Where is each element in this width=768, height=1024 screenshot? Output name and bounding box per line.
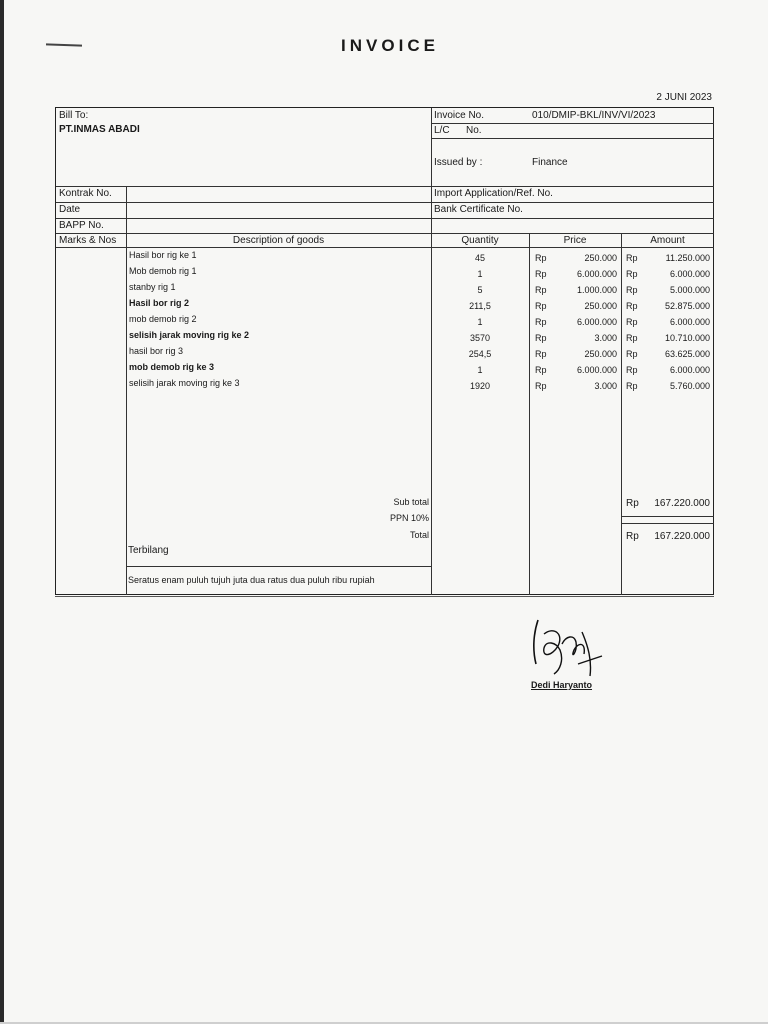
item-description: stanby rig 1 [129,282,176,292]
item-price-currency: Rp [535,381,547,391]
item-price-currency: Rp [535,285,547,295]
ppn-label: PPN 10% [389,513,429,523]
description-header: Description of goods [232,235,325,246]
item-amount-currency: Rp [626,317,638,327]
import-app-label: Import Application/Ref. No. [434,188,553,199]
lc-no-label: No. [466,125,482,136]
item-price: 3.000 [594,333,617,343]
terbilang-text: Seratus enam puluh tujuh juta dua ratus dua puluh ribu rupiah [128,575,375,585]
invoice-title: INVOICE [341,36,439,55]
grid-line [56,186,714,187]
item-amount-currency: Rp [626,365,638,375]
grid-line [56,202,714,203]
item-description: hasil bor rig 3 [129,346,184,356]
item-description: mob demob rig ke 3 [129,362,215,372]
issued-by-label: Issued by : [434,157,483,168]
item-description: selisih jarak moving rig ke 2 [129,330,250,340]
item-amount-currency: Rp [626,301,638,311]
item-price: 1.000.000 [576,285,617,295]
grid-line [621,516,714,517]
subtotal-value: 167.220.000 [654,498,710,509]
item-description: mob demob rig 2 [129,314,197,324]
invoice-no-label: Invoice No. [434,110,485,121]
item-description: Hasil bor rig ke 1 [129,250,197,260]
grid-line [56,218,714,219]
item-price: 250.000 [584,349,617,359]
item-price-currency: Rp [535,365,547,375]
item-description: selisih jarak moving rig ke 3 [129,378,240,388]
item-quantity: 1 [477,365,483,375]
invoice-no-value: 010/DMIP-BKL/INV/VI/2023 [532,110,656,121]
amount-header: Amount [650,235,685,246]
item-price-currency: Rp [535,333,547,343]
scan-page-edge [0,0,4,1024]
item-quantity: 1 [477,317,483,327]
item-amount: 6.000.000 [669,269,710,279]
lc-label: L/C [434,125,450,136]
item-quantity: 3570 [469,333,491,343]
item-amount: 6.000.000 [669,317,710,327]
item-quantity: 5 [477,285,483,295]
quantity-header: Quantity [461,235,499,246]
grid-line [56,247,714,248]
item-amount-currency: Rp [626,285,638,295]
marks-header: Marks & Nos [59,235,117,246]
signature-image [520,612,610,682]
item-amount: 11.250.000 [665,253,710,263]
item-price-currency: Rp [535,317,547,327]
item-amount-currency: Rp [626,269,638,279]
item-price: 250.000 [584,301,617,311]
item-amount: 52.875.000 [664,301,710,311]
total-currency: Rp [626,531,639,542]
item-price: 3.000 [594,381,617,391]
item-amount: 10.710.000 [664,333,710,343]
kontrak-label: Kontrak No. [59,188,112,199]
grid-line [529,233,530,595]
total-value: 167.220.000 [654,531,710,542]
item-price: 6.000.000 [576,317,617,327]
bill-to-name: PT.INMAS ABADI [59,124,140,135]
date-label: Date [59,204,81,215]
grid-line [56,233,714,234]
grid-line [431,138,714,139]
bank-cert-label: Bank Certificate No. [434,204,523,215]
signer-name: Dedi Haryanto [531,680,593,690]
item-description: Hasil bor rig 2 [129,298,190,308]
item-quantity: 1 [477,269,483,279]
item-amount-currency: Rp [626,349,638,359]
item-price-currency: Rp [535,301,547,311]
item-price: 6.000.000 [576,269,617,279]
issued-by-value: Finance [532,157,568,168]
item-price: 250.000 [584,253,617,263]
item-price: 6.000.000 [576,365,617,375]
item-description: Mob demob rig 1 [129,266,197,276]
terbilang-label: Terbilang [128,545,169,556]
bapp-label: BAPP No. [59,220,104,231]
item-amount-currency: Rp [626,333,638,343]
invoice-date: 2 JUNI 2023 [656,92,712,103]
item-amount-currency: Rp [626,381,638,391]
bill-to-label: Bill To: [59,110,89,121]
grid-line [126,186,127,595]
item-price-currency: Rp [535,349,547,359]
item-quantity: 1920 [469,381,491,391]
item-price-currency: Rp [535,253,547,263]
grid-line [126,566,431,567]
total-label: Total [409,530,429,540]
price-header: Price [563,235,587,246]
item-amount: 6.000.000 [669,365,710,375]
item-amount: 5.760.000 [669,381,710,391]
grid-line [621,233,622,595]
item-quantity: 45 [474,253,485,263]
item-quantity: 254,5 [468,349,492,359]
subtotal-label: Sub total [393,497,429,507]
subtotal-currency: Rp [626,498,639,509]
grid-line [431,123,714,124]
grid-line [621,523,714,524]
item-amount: 63.625.000 [664,349,710,359]
item-price-currency: Rp [535,269,547,279]
item-amount-currency: Rp [626,253,638,263]
invoice-table [55,107,714,595]
item-quantity: 211,5 [469,301,491,311]
item-amount: 5.000.000 [669,285,710,295]
